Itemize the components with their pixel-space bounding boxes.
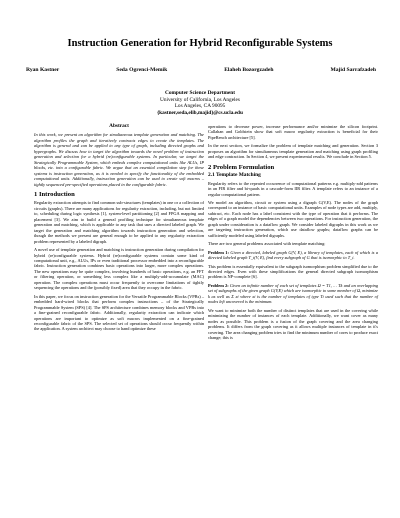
- right-column: [208, 124, 378, 343]
- section-heading-introduction: 1 Introduction: [34, 190, 75, 198]
- right-paragraph-2: In the next section, we formalize the problem of template matching and generation. Section 3 proposes an algorithm for simultaneous template generation and matching using graph profiling and edge contraction. In Section 4, we present experimental results. We conclude in Section 5.: [208, 143, 378, 160]
- author-list: [26, 67, 376, 73]
- affiliation-email: {kastner,seda,elib,majid}@cs.ucla.edu: [157, 109, 243, 116]
- problem-1-label: Problem 1:: [208, 249, 229, 255]
- author-1: Ryan Kastner: [26, 67, 60, 73]
- intro-paragraph-1: Regularity extraction attempts to find common sub-structures (templates) in one or a collection of circuits (graphs). There are many applications for regularity extraction, including, but not limited to, scheduling during logic synthesis [1], system-level partitioning [2] and FPGA mapping and placement [3]. We aim to build a general profiling technique for simultaneous template generation and matching, which is applicable to any task that uses a directed labeled graph. We target the generation and matching algorithm towards instruction generation and selection, though the methods we present are general enough to be applied to any regularity extraction problem represented by a labeled digraph.: [34, 200, 204, 244]
- problem-2-text: Given an infinite number of each set of templates Ω = T1, … Tk and an overlapping set of subgraphs of the given graph G(V,E) which are isomorphic to some member of Ω, minimize k as well as Σ xi where xi is the number of templates of type Ti used such that the number of nodes left uncovered is the minimum.: [208, 282, 378, 305]
- affiliation-university: University of California, Los Angeles: [160, 96, 240, 103]
- intro-paragraph-2: A novel use of template generation and matching is instruction generation during compilation for hybrid (re)configurable systems. Hybrid (re)configurable systems contain some kind of computational unit, e.g., ALUs, IPs or even traditional processor embedded into a reconfigurable fabric. Instruction generation combines basic operations into larger, more complex operations. The new operations may be quite complex, involving hundreds of basic operations, e.g. an FFT or filtering operation, or something less complex like a multiply-add-accumulate (MAC) operation. The complex operations must occur frequently to overcome limitations of tightly sequencing the operations and the (possibly fixed) area that they occupy in the fabric.: [34, 247, 204, 291]
- affiliation-city: Los Angeles, CA 90095: [174, 103, 226, 110]
- problem-1-text: Given a directed, labeled graph G(V, E), a library of templates, each of which is a directed labeled graph T_i(V, E), find every subgraph of G that is isomorphic to T_i.: [208, 249, 378, 261]
- problem-2-label: Problem 2:: [208, 282, 229, 288]
- author-2: Seda Ogrenci-Memik: [116, 67, 168, 73]
- author-4: Majid Sarrafzadeh: [330, 67, 376, 73]
- right-paragraph-7: We want to minimize both the number of distinct templates that are used in the covering while minimizing the number of instances of each template. Additionally, we want cover as many nodes as possible. This problem is a fusion of the graph covering and the area changing problems. It differs from the graph covering as it allows multiple instances of template in it's covering. The area changing problem tries to find the minimum number of cores to produce exact change; this is: [208, 307, 378, 340]
- abstract-body: In this work, we present an algorithm for simultaneous template generation and matching. The algorithm profiles the graph and iteratively contracts edges to create the templates. The algorithm is general and can be applied to any type of graph, including directed graphs and hypergraphs. We discuss how to target the algorithm towards the novel problem of instruction generation and selection for a hybrid (re)configurable systems. In particular, we target the Strategically Programmable System, which embeds complex computational units like ALUs, IP blocks, etc. into a configurable fabric. We argue that an essential compilation step for these systems is instruction generation, as it is needed to specify the functionality of the embedded computational units. Additionally, instruction generation can be used to create soft macros – tightly sequenced pre-specified operations placed in the configurable fabric.: [34, 132, 204, 187]
- right-paragraph-3: Regularity refers to the repeated occurrence of computational patterns e.g. multiply-add patterns in an FIR filter and bi-quads in a cascade-form IIR filter. A template refers to an instance of a regular computational pattern.: [208, 180, 378, 197]
- left-column: [34, 124, 204, 335]
- right-paragraph-5: There are two general problems associated with template matching:: [208, 241, 326, 247]
- affiliation: [0, 90, 400, 116]
- abstract-heading: Abstract: [109, 123, 129, 129]
- section-heading-problem-formulation: 2 Problem Formulation: [208, 163, 275, 171]
- author-3: Elaheh Bozorgzadeh: [224, 67, 274, 73]
- paper-title: Instruction Generation for Hybrid Reconfigurable Systems: [67, 38, 333, 49]
- right-paragraph-4: We model an algorithm, circuit or system using a digraph G(V,E). The nodes of the graph correspond to an instance of basic computational units. Examples of node types are add, multiply, subtract, etc. Each node has a label consistent with the type of operation that it performs. The edges of a graph model the dependencies between two operations. For instruction generation, the graph under consideration is a dataflow graph. We consider labeled digraphs in this work as we are targeting instruction generation, which use dataflow graphs; dataflow graphs can be sufficiently modeled using labeled digraphs.: [208, 199, 378, 238]
- subsection-heading-template-matching: 2.1 Template Matching: [208, 172, 261, 179]
- right-paragraph-6: This problem is essentially equivalent to the subgraph isomorphism problem simplified due to the directed edges. Even with these simplifications the general directed subgraph isomorphism problem is NP-complete [6].: [208, 263, 378, 280]
- problem-1: [208, 250, 378, 261]
- intro-paragraph-3: In this paper, we focus on instruction generation for the Versatile Programmable Blocks (VPBs) – embedded hard-wired blocks that perform complex instructions – of the Strategically Programmable System (SPS) [4]. The SPS architecture combines memory blocks and VPBs into a fine-grained reconfigurable fabric. Additionally, regularity extraction can indicate which operations are important to optimize as soft macros implemented on a fine-grained reconfigurable fabric of the SPS. The selected set of operations should occur frequently within the application. A system architect may choose to hand optimize these: [34, 293, 204, 332]
- problem-2: [208, 283, 378, 305]
- affiliation-dept: Computer Science Department: [165, 90, 235, 96]
- right-paragraph-1: operations to decrease power, increase performance and/or minimize the silicon footprint. Callahan and Goldstein show that soft macro regularity extraction is beneficial for their PipeRench architecture [5].: [208, 124, 378, 140]
